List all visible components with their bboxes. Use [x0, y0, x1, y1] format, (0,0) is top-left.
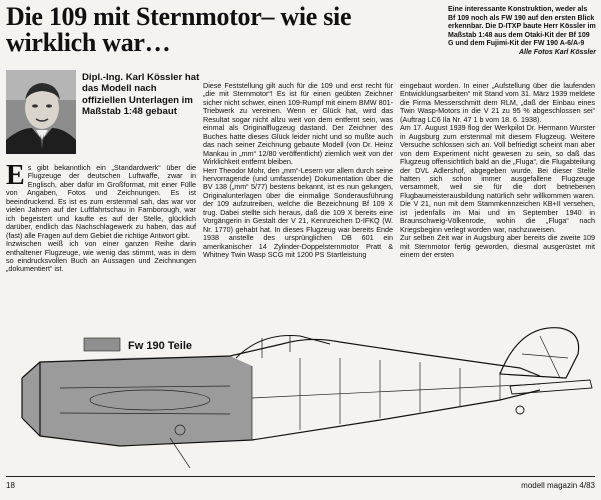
article-column-3 — [400, 82, 595, 260]
aircraft-side-view-drawing — [0, 318, 601, 473]
paragraph: Diese Feststellung gilt auch für die 109 und erst recht für „die mit Sternmotor“! Es ist für einen geübten Zeichner sicher nicht schwer, einen 109-Rumpf mit einem BMW 801-Triebwerk zu vereinen. Wenn er Glück hat, wird das Resultat sogar nicht allzu weit von dem entfernt sein, was einmal als Originalflugzeug dastand. Der Zeichner des Buches hatte dieses Glück leider nicht und so mußte auch das nach seiner Zeichnung gebaute Modell (von Dr. Heinz Mankau in „mm“ 12/80 veröffentlicht) ziemlich weit von der Wirklichkeit entfernt bleiben. — [203, 81, 393, 167]
photo-caption-text: Eine interessante Konstruktion, weder als Bf 109 noch als FW 190 auf den ersten Blick erkennbar. Die D-ITXP baute Herr Kössler im Maßstab 1:48 aus dem Otaki-Kit der Bf 109 G und dem Fujimi-Kit der FW 190 A-6/A-9 — [448, 6, 596, 48]
tail-fin-outline — [500, 328, 579, 378]
drop-cap: E — [6, 160, 25, 191]
paragraph: eingebaut worden. In einer „Aufstellung über die laufenden Entwicklungsarbeiten“ mit Stand vom 31. März 1939 meldete die Firma Messerschmitt dem RLM, „daß der Einbau eines Twin Wasp-Motors in die V 21 zu 95 % abgeschlossen sei“ (Auftrag LC6 Ila Nr. 47 1 b vom 18. 6. 1938). — [400, 81, 595, 124]
headline: Die 109 mit Sternmotor– wie sie wirklich war… — [6, 2, 352, 57]
tail-wheel — [516, 406, 524, 414]
article-column-2 — [203, 82, 393, 260]
photo-caption — [448, 6, 596, 58]
paragraph: Zur selben Zeit war in Augsburg aber bereits die zweite 109 mit Sternmotor fertig geworden, diesmal ausgerüstet mit einem der ersten — [400, 233, 595, 260]
author-bio: Dipl.-Ing. Karl Kössler hat das Modell nach offiziellen Unterlagen im Maßstab 1:48 gebaut — [82, 72, 200, 118]
legend-label: Fw 190 Teile — [128, 340, 192, 352]
paragraph: Am 17. August 1939 flog der Werkpilot Dr. Hermann Wurster in Augsburg zum erstenmal mit diesem Flugzeug. Weitere Versuche schlossen sich an. Voll befriedigt scheint man aber von dem Experiment nicht gewesen zu sein, so daß das Flugzeug offensichtlich bald an die „Flugа“, die Flugabteilung der DVL Adlershof, abgegeben wurde. Bei dieser Stelle hatten sich schon immer ausgefallene Flugzeuge versammelt, weil sie für die dort betriebenen Flugbaumeisterausbildung natürlich sehr willkommen waren. Die V 21, nun mit dem Stammkennzeichen KB+II versehen, ist jedenfalls im Mai und im September 1940 in Braunschweig-Völkenrode, wohin die „Fluga“ nach Kriegsbeginn verlegt worden war, nachzuweisen. — [400, 123, 595, 234]
author-portrait — [6, 70, 76, 154]
article-column-1 — [6, 160, 196, 274]
author-portrait-image — [6, 70, 76, 154]
paragraph: Inzwischen weiß ich von einer ganzen Reihe darin enthaltener Flugzeuge, wie wenig das stimmt, was in dem so eindrucksvollen Buch an Aussagen und Zeichnungen „dokumentiert“ ist. — [6, 239, 196, 274]
page-number: 18 — [6, 481, 15, 490]
magazine-issue: modell magazin 4/83 — [521, 481, 595, 490]
photo-credit: Alle Fotos Karl Kössler — [518, 48, 596, 56]
fw190-parts-area — [22, 356, 252, 446]
footer-rule — [6, 476, 595, 477]
legend-swatch — [84, 338, 120, 351]
paragraph: Herr Theodor Mohr, den „mm“-Lesern vor allem durch seine hervorragende (und umfassende) Dokumentation über die BV 138 („mm“ 5/77) bestens bekannt, ist es nun gelungen, Originalunterlagen über die einmalige Sonderausführung der 109 aufzutreiben, welche die Bezeichnung Bf 109 X trug. Dabei stellte sich heraus, daß die 109 X bereits eine Vorgängerin in Gestalt der V 21, Kennzeichen D-IFKQ (W. Nr. 1770) gehabt hat. In dieses Flugzeug war bereits Ende 1938 anstelle des ursprünglichen DB 601 ein amerikanischer 14 Zylinder-Doppelsternmotor Pratt & Whitney Twin Wasp SCG mit 1200 PS Startleistung — [203, 165, 394, 260]
paragraph: s gibt bekanntlich ein „Standardwerk“ über die Flugzeuge der deutschen Luftwaffe, zwar in Englisch, aber dafür im Großformat, mit einer Fülle von Angaben, Fotos und Zeichnungen. Es ist beeindruckend. Es ist es zum erstenmal sah, das war vor vielen Jahren auf der Luftfahrtschau in Farnborough, war ich begeistert und kaufte es auf der Stelle, glücklich darüber, endlich das Nachschlagewerk zu haben, das auf (fast) alle Fragen auf dem Gebiet die richtige Antwort gibt. — [6, 163, 196, 240]
tailplane-outline — [510, 380, 592, 394]
